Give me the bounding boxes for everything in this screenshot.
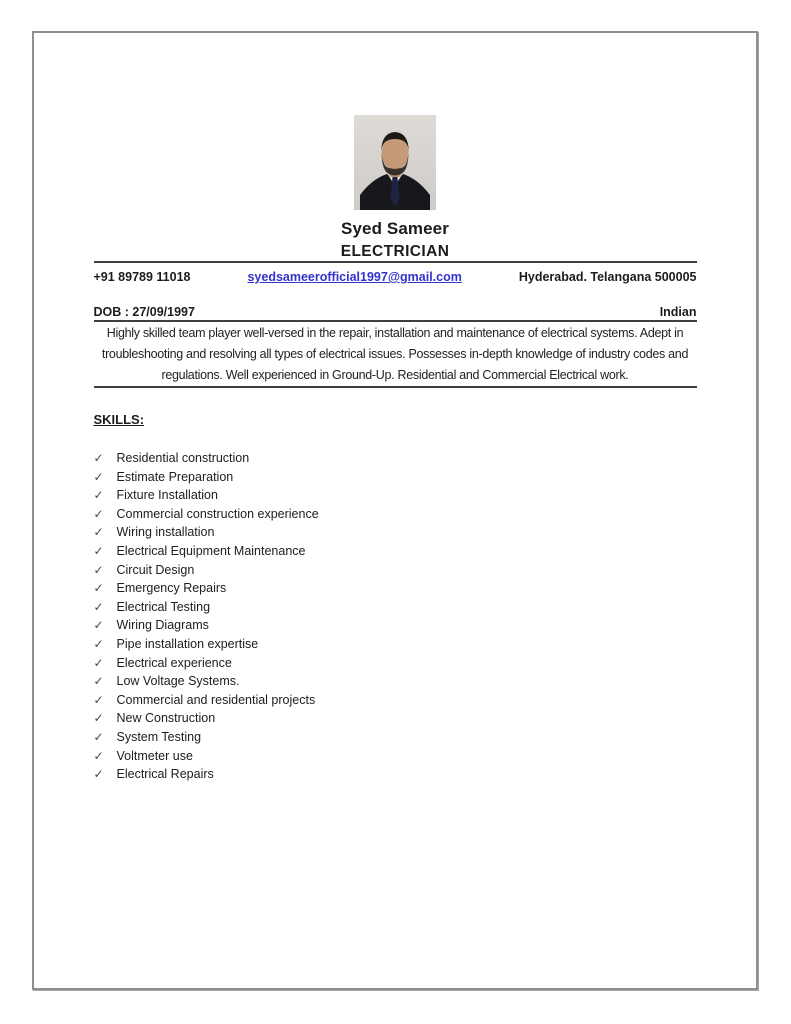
- skill-item: [94, 598, 697, 617]
- skill-label: Estimate Preparation: [116, 469, 234, 484]
- skill-label: Electrical Testing: [116, 599, 211, 614]
- check-icon: ✓: [93, 767, 104, 782]
- divider-summary-top: [94, 320, 697, 322]
- skill-label: New Construction: [116, 711, 216, 726]
- skill-item: [94, 654, 697, 673]
- divider-top: [94, 261, 697, 263]
- check-icon: ✓: [93, 636, 104, 651]
- skill-item: [94, 709, 697, 728]
- skill-label: Electrical experience: [116, 655, 232, 670]
- skills-heading: SKILLS:: [93, 412, 145, 427]
- skill-label: Commercial and residential projects: [116, 692, 316, 707]
- skill-item: [94, 747, 697, 766]
- check-icon: ✓: [93, 599, 104, 614]
- check-icon: ✓: [93, 488, 104, 503]
- skill-label: Wiring Diagrams: [116, 618, 209, 633]
- skill-item: [94, 691, 697, 710]
- person-name: Syed Sameer: [341, 219, 449, 238]
- skill-item: [94, 468, 697, 487]
- portrait-photo: [354, 115, 436, 210]
- skills-list: [94, 449, 697, 784]
- check-icon: ✓: [93, 655, 104, 670]
- skill-item: [94, 579, 697, 598]
- skill-item: [94, 728, 697, 747]
- skill-item: [94, 542, 697, 561]
- skill-item: [94, 635, 697, 654]
- skill-item: [94, 561, 697, 580]
- skill-label: Electrical Equipment Maintenance: [116, 543, 306, 558]
- check-icon: ✓: [93, 543, 104, 558]
- check-icon: ✓: [93, 692, 104, 707]
- resume-page: [32, 31, 758, 990]
- job-title: ELECTRICIAN: [340, 243, 450, 260]
- check-icon: ✓: [93, 525, 104, 540]
- phone-number: +91 89789 11018: [93, 270, 191, 284]
- skill-label: Emergency Repairs: [116, 581, 227, 596]
- check-icon: ✓: [93, 618, 104, 633]
- email-link[interactable]: syedsameerofficial1997@gmail.com: [247, 270, 462, 284]
- divider-summary-bottom: [94, 386, 697, 388]
- skill-label: System Testing: [116, 729, 202, 744]
- location-text: Hyderabad. Telangana 500005: [518, 270, 697, 284]
- check-icon: ✓: [93, 451, 104, 465]
- check-icon: ✓: [93, 506, 104, 521]
- check-icon: ✓: [93, 469, 104, 484]
- nationality-text: Indian: [659, 305, 697, 319]
- skill-item: [94, 486, 697, 505]
- skill-label: Fixture Installation: [116, 488, 218, 503]
- skill-label: Electrical Repairs: [116, 767, 214, 782]
- check-icon: ✓: [93, 674, 104, 689]
- resume-content: [94, 115, 697, 784]
- skill-label: Voltmeter use: [116, 748, 193, 763]
- skill-item: [94, 616, 697, 635]
- skill-item: [94, 672, 697, 691]
- skill-label: Circuit Design: [116, 562, 195, 577]
- skill-item: [94, 449, 697, 468]
- skill-label: Low Voltage Systems.: [116, 674, 240, 689]
- skill-label: Residential construction: [116, 451, 250, 465]
- check-icon: ✓: [93, 581, 104, 596]
- skill-label: Pipe installation expertise: [116, 636, 259, 651]
- contact-row: [94, 270, 697, 285]
- profile-summary: Highly skilled team player well-versed in the repair, installation and maintenance of electrical systems. Adept in troubleshooting and resolving all types of electrical issues. Possesses in-depth knowledge of industry codes and regulations. Well experienced in Ground-Up. Residential and Commercial Electrical work.: [101, 326, 689, 382]
- dob-text: DOB : 27/09/1997: [93, 305, 195, 319]
- skill-item: [94, 523, 697, 542]
- check-icon: ✓: [93, 711, 104, 726]
- skill-label: Wiring installation: [116, 525, 215, 540]
- skill-label: Commercial construction experience: [116, 506, 319, 521]
- check-icon: ✓: [93, 748, 104, 763]
- dob-row: [94, 305, 697, 320]
- skill-item: [94, 765, 697, 784]
- check-icon: ✓: [93, 729, 104, 744]
- check-icon: ✓: [93, 562, 104, 577]
- skill-item: [94, 505, 697, 524]
